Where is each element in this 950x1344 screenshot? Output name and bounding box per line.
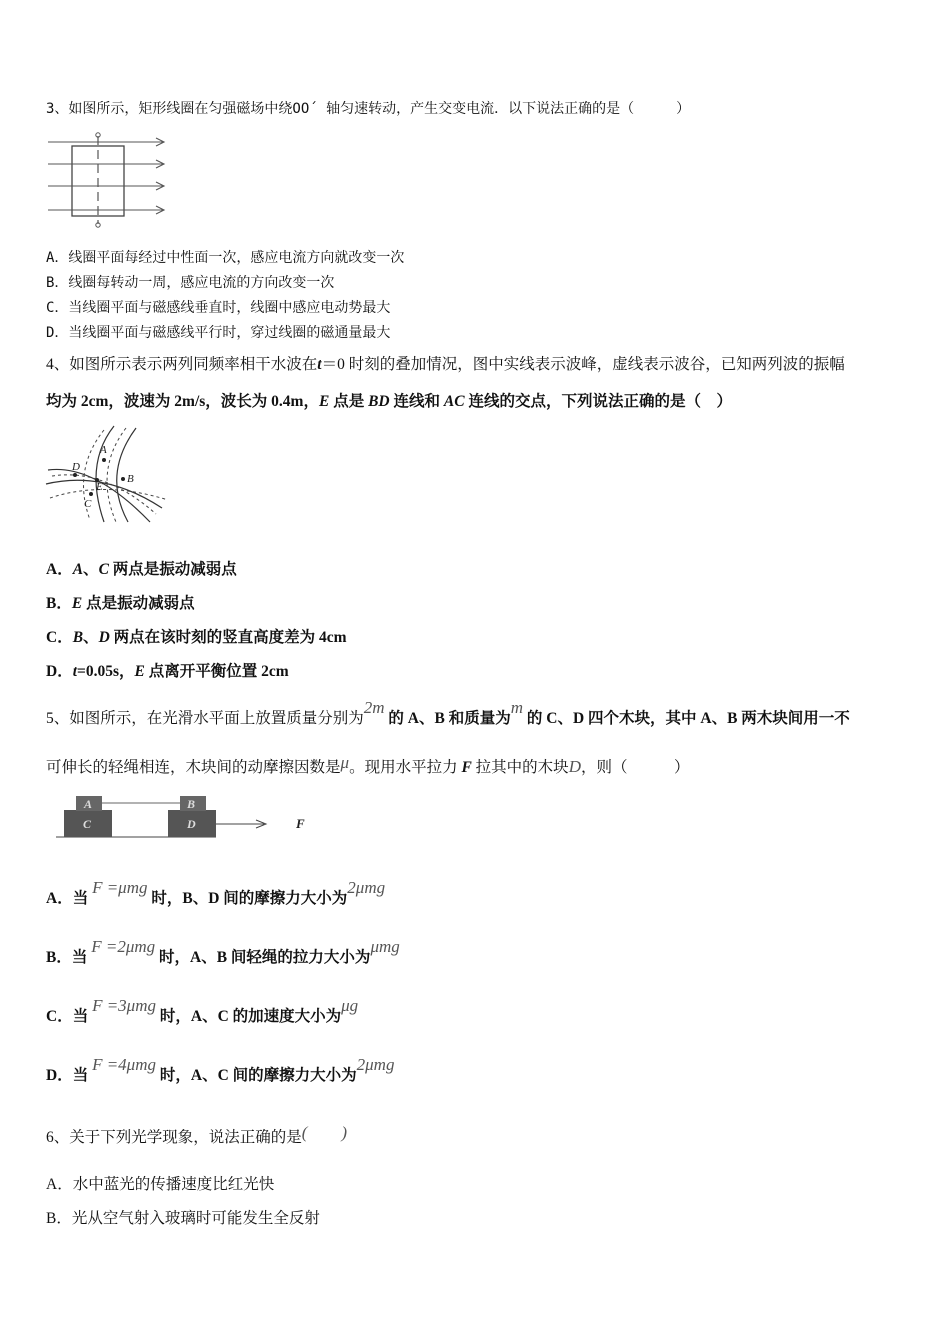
q4-wave-figure xyxy=(44,424,174,524)
q4-stem-line1: 4、如图所示表示两列同频率相干水波在t＝0 时刻的叠加情况，图中实线表示波峰，虚线表示波谷，已知两列波的振幅 xyxy=(46,356,845,373)
q4-label-c: C xyxy=(84,498,92,510)
q6-stem: 6、关于下列光学现象，说法正确的是( ) xyxy=(46,1123,348,1146)
q3-option-a: A．线圈平面每经过中性面一次，感应电流方向就改变一次 xyxy=(46,250,405,266)
q4-label-b: B xyxy=(127,473,134,485)
q5-label-a: A xyxy=(84,797,93,811)
q5-option-b: B．当 F =2μmg 时，A、B 间轻绳的拉力大小为μmg xyxy=(46,937,400,966)
q3-stem: 3、如图所示，矩形线圈在匀强磁场中绕OO´ 轴匀速转动，产生交变电流．以下说法正确的是（ ） xyxy=(46,101,691,117)
q5-label-f: F xyxy=(296,816,305,831)
q6-option-a: A．水中蓝光的传播速度比红光快 xyxy=(46,1176,275,1193)
q5-option-a: A．当 F =μmg 时，B、D 间的摩擦力大小为2μmg xyxy=(46,878,386,907)
q5-label-b: B xyxy=(187,797,196,811)
q3-coil-figure xyxy=(44,128,174,228)
q5-stem-line2: 可伸长的轻绳相连，木块间的动摩擦因数是μ。现用水平拉力 F 拉其中的木块D，则（ ） xyxy=(46,753,690,776)
q4-stem-line2: 均为 2cm，波速为 2m/s，波长为 0.4m，E 点是 BD 连线和 AC 连线的交点，下列说法正确的是（ ） xyxy=(46,393,732,410)
q4-label-a: A xyxy=(100,444,107,456)
q5-option-c: C．当 F =3μmg 时，A、C 的加速度大小为μg xyxy=(46,996,359,1025)
q4-option-d: D．t=0.05s，E 点离开平衡位置 2cm xyxy=(46,663,289,680)
q5-option-d: D．当 F =4μmg 时，A、C 间的摩擦力大小为2μmg xyxy=(46,1055,395,1084)
q5-label-d: D xyxy=(187,817,196,831)
q4-option-a: A．A、C 两点是振动减弱点 xyxy=(46,561,237,578)
q4-label-e: E xyxy=(96,481,103,493)
q4-label-d: D xyxy=(72,461,80,473)
q4-option-c: C．B、D 两点在该时刻的竖直高度差为 4cm xyxy=(46,629,347,646)
q6-option-b: B．光从空气射入玻璃时可能发生全反射 xyxy=(46,1210,320,1227)
q3-option-c: C．当线圈平面与磁感线垂直时，线圈中感应电动势最大 xyxy=(46,300,391,316)
q3-option-d: D．当线圈平面与磁感线平行时，穿过线圈的磁通量最大 xyxy=(46,325,391,341)
q5-blocks-figure xyxy=(56,792,326,842)
q3-option-b: B．线圈每转动一周，感应电流的方向改变一次 xyxy=(46,275,335,291)
q4-option-b: B．E 点是振动减弱点 xyxy=(46,595,195,612)
q5-stem-line1: 5、如图所示，在光滑水平面上放置质量分别为2m 的 A、B 和质量为m 的 C、D 四个木块，其中 A、B 两木块间用一不 xyxy=(46,698,850,727)
q5-label-c: C xyxy=(83,817,92,831)
